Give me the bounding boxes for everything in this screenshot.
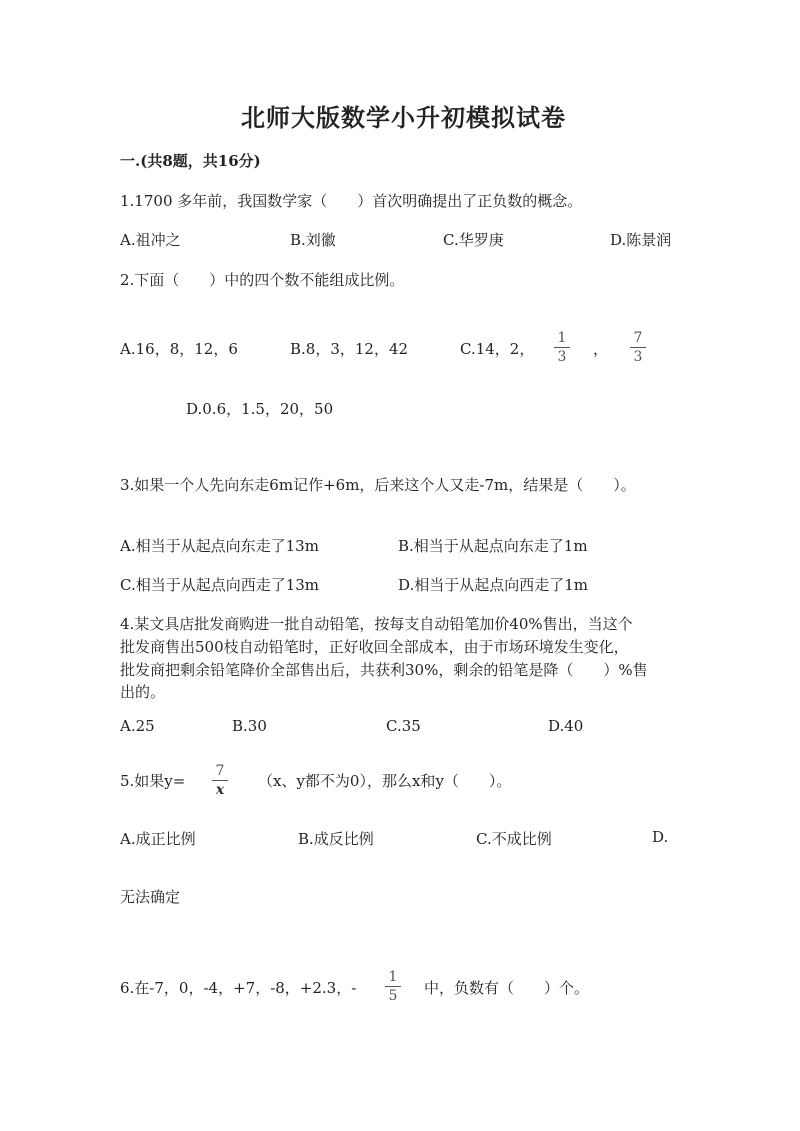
q3-option-a: A.相当于从起点向东走了13m — [120, 537, 319, 555]
q2-option-c: C.14，2， — [460, 340, 535, 358]
q2-fraction-seven-thirds — [627, 331, 649, 364]
fraction-bar — [212, 780, 228, 781]
fraction-bar — [630, 347, 646, 348]
question-1: 1.1700 多年前，我国数学家（ ）首次明确提出了正负数的概念。 — [120, 192, 583, 210]
q5-option-a: A.成正比例 — [120, 830, 196, 848]
fraction-denominator: x — [215, 782, 225, 798]
fraction-denominator: 3 — [633, 349, 643, 365]
q5-option-d: D. — [652, 828, 669, 846]
question-4-line-2: 批发商售出500枝自动铅笔时，正好收回全部成本，由于市场环境发生变化， — [120, 638, 629, 656]
q2-option-b: B.8，3，12，42 — [290, 340, 409, 358]
q1-option-a: A.祖冲之 — [120, 231, 181, 249]
question-4-line-1: 4.某文具店批发商购进一批自动铅笔，按每支自动铅笔加价40%售出，当这个 — [120, 615, 633, 633]
q4-option-c: C.35 — [386, 717, 421, 735]
q4-option-b: B.30 — [232, 717, 267, 735]
section-header: 一.(共8题，共16分) — [120, 152, 261, 170]
q2-option-c-separator: ， — [593, 340, 609, 358]
fraction-numerator: 1 — [557, 330, 567, 346]
fraction-numerator: 7 — [633, 330, 643, 346]
question-3: 3.如果一个人先向东走6m记作+6m，后来这个人又走-7m，结果是（ ）。 — [120, 476, 636, 494]
fraction-denominator: 5 — [388, 988, 398, 1004]
fraction-denominator: 3 — [557, 349, 567, 365]
q2-option-a: A.16，8，12，6 — [120, 340, 238, 358]
q3-option-b: B.相当于从起点向东走了1m — [398, 537, 588, 555]
q4-option-d: D.40 — [548, 717, 584, 735]
fraction-numerator: 1 — [388, 969, 398, 985]
question-4-line-3: 批发商把剩余铅笔降价全部售出后，共获利30%，剩余的铅笔是降（ ）%售 — [120, 661, 648, 679]
q5-option-c: C.不成比例 — [476, 830, 552, 848]
q1-option-c: C.华罗庚 — [443, 231, 504, 249]
q5-option-d-text: 无法确定 — [120, 888, 181, 906]
q1-option-b: B.刘徽 — [290, 231, 336, 249]
fraction-bar — [385, 986, 401, 987]
question-6-prefix: 6.在-7，0，-4，+7，-8，+2.3，- — [120, 979, 357, 997]
question-2: 2.下面（ ）中的四个数不能组成比例。 — [120, 271, 405, 289]
question-5-suffix: （x、y都不为0），那么x和y（ ）。 — [258, 772, 512, 790]
q3-option-c: C.相当于从起点向西走了13m — [120, 576, 320, 594]
q2-fraction-one-third — [551, 331, 573, 364]
page-title: 北师大版数学小升初模拟试卷 — [241, 103, 566, 132]
q2-option-d: D.0.6，1.5，20，50 — [186, 400, 334, 418]
question-6-suffix: 中，负数有（ ）个。 — [424, 979, 590, 997]
q5-fraction-seven-over-x — [209, 764, 231, 797]
q4-option-a: A.25 — [120, 717, 155, 735]
fraction-bar — [554, 347, 570, 348]
question-5-prefix: 5.如果y= — [120, 772, 186, 790]
q1-option-d: D.陈景润 — [610, 231, 672, 249]
question-4-line-4: 出的。 — [120, 683, 166, 701]
q6-fraction-one-fifth — [382, 970, 404, 1003]
fraction-numerator: 7 — [215, 763, 225, 779]
q3-option-d: D.相当于从起点向西走了1m — [398, 576, 589, 594]
q5-option-b: B.成反比例 — [298, 830, 374, 848]
